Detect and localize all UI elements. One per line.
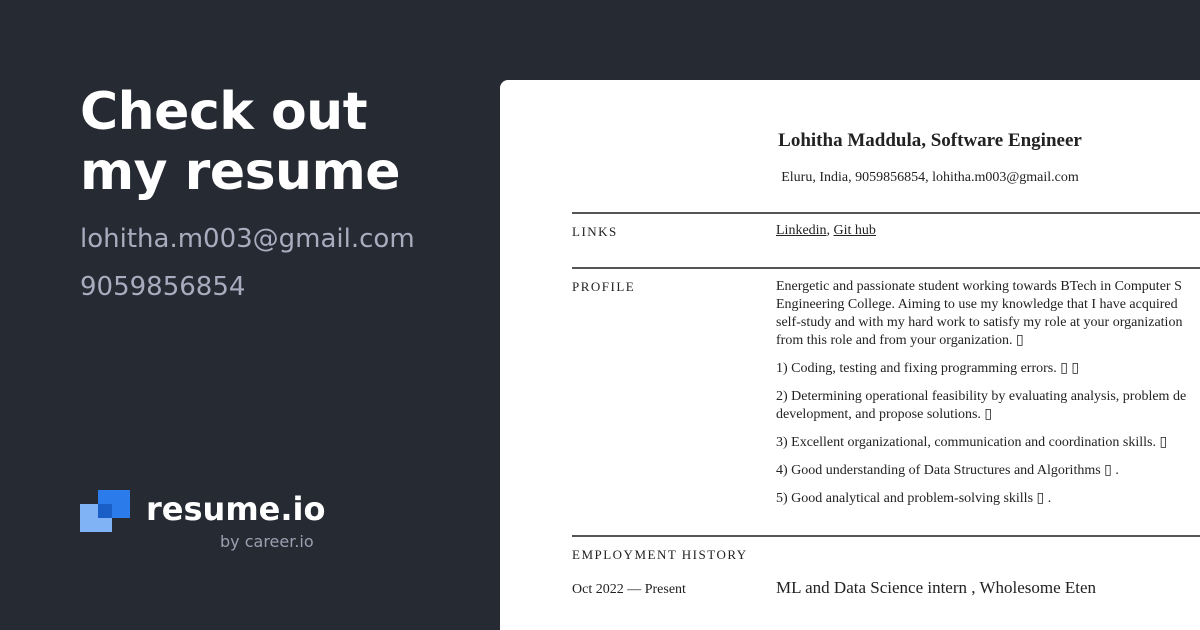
section-divider [572,535,1200,537]
brand-name: resume.io [146,490,326,528]
employment-date: Oct 2022 — Present [572,582,686,597]
profile-item-line: 3) Excellent organizational, communication and coordination skills. ▯ [776,435,1168,450]
profile-intro-line: Energetic and passionate student working towards BTech in Computer S [776,279,1182,294]
profile-intro-line: Engineering College. Aiming to use my knowledge that I have acquired [776,297,1178,312]
section-divider [572,212,1200,214]
profile-item-line: 5) Good analytical and problem-solving skills ▯ . [776,491,1052,506]
profile-intro-line: self-study and with my hard work to satisfy my role at your organization [776,315,1183,330]
links-separator: , [826,223,834,238]
profile-item [776,434,1200,452]
profile-item-line: 4) Good understanding of Data Structures and Algorithms ▯ . [776,463,1119,478]
profile-intro [776,278,1200,350]
brand-subtitle: by career.io [220,532,314,551]
linkedin-link[interactable]: Linkedin [776,223,827,238]
resume-document [500,80,1200,630]
promo-phone: 9059856854 [80,272,246,302]
profile-item-line: 1) Coding, testing and fixing programming errors. ▯ ▯ [776,361,1080,376]
employment-title: ML and Data Science intern , Wholesome Eten [776,578,1097,597]
github-link[interactable]: Git hub [833,223,876,238]
promo-title [80,82,400,202]
resume-contact-line: Eluru, India, 9059856854, lohitha.m003@gmail.com [781,170,1079,185]
brand-logo-block[interactable] [80,490,340,560]
links-section-label: LINKS [572,224,618,239]
profile-item-line: 2) Determining operational feasibility by evaluating analysis, problem de [776,389,1187,404]
profile-item-line: development, and propose solutions. ▯ [776,407,993,422]
resume-io-logo-icon [80,490,130,532]
promo-title-line-1: Check out [80,82,368,142]
profile-item [776,388,1200,424]
profile-text [776,278,1200,518]
links-list [776,223,876,239]
profile-intro-line: from this role and from your organization. ▯ [776,333,1024,348]
profile-item [776,462,1200,480]
profile-section-label: PROFILE [572,279,636,294]
resume-name-title: Lohitha Maddula, Software Engineer [778,130,1082,151]
profile-item [776,360,1200,378]
section-divider [572,267,1200,269]
promo-email: lohitha.m003@gmail.com [80,224,415,254]
profile-item [776,490,1200,508]
promo-title-line-2: my resume [80,142,401,202]
employment-section-label: EMPLOYMENT HISTORY [572,547,748,562]
